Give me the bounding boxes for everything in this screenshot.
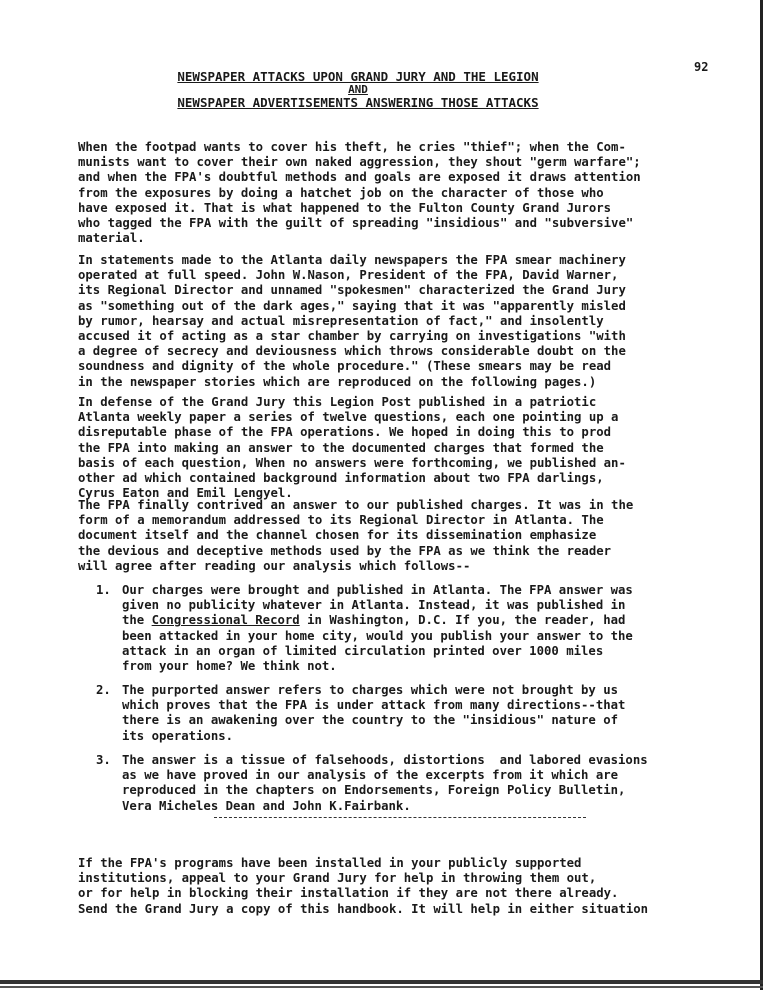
congressional-record-title: Congressional Record [151,613,300,628]
list-item-number: 1. [96,583,111,597]
paragraph-smear-machinery: In statements made to the Atlanta daily newspapers the FPA smear machinery operated at full speed. John W.Nason, President of the FPA, David Warner, its Regional Director and unnamed "spokesmen" characterized the Grand Jury as "something out of the dark ages," saying that it was "apparently misled by rumor, hearsay and actual misrepresentation of fact," and insolently accused it of acting as a star chamber by carrying on investigations "with a degree of secrecy and deviousness which throws considerable doubt on the soundness and dignity of the whole procedure." (These smears may be read in the newspaper stories which are reproduced on the following pages.) [78,253,626,389]
list-item-number: 3. [96,753,111,767]
title-line-1: NEWSPAPER ATTACKS UPON GRAND JURY AND THE LEGION [177,69,539,84]
paragraph-appeal: If the FPA's programs have been installed in your publicly supported institutions, appeal to your Grand Jury for help in throwing them out, or for help in blocking their installation if they are not there already. Send the Grand Jury a copy of this handbook. It will help in either situation [78,856,649,916]
list-item-text: Our charges were brought and published in Atlanta. The FPA answer was given no publicity whatever in Atlanta. Instead, it was published in the Congressional Record in Washington, D.C. If you, the reader, had been attacked in your home city, would you publish your answer to the attack in an organ of limited circulation printed over 1000 miles from your home? We think not. [122,583,633,674]
list-item-number: 2. [96,683,111,697]
paragraph-fpa-answer: The FPA finally contrived an answer to our published charges. It was in the form of a memorandum addressed to its Regional Director in Atlanta. The document itself and the channel chosen for its dissemination emphasize the devious and deceptive methods used by the FPA as we think the reader will agree after reading our analysis which follows-- [78,498,634,573]
paragraph-defense: In defense of the Grand Jury this Legion Post published in a patriotic Atlanta weekly paper a series of twelve questions, each one pointing up a disreputable phase of the FPA operations. We hoped in doing this to prod the FPA into making an answer to the documented charges that formed the basis of each question, When no answers were forthcoming, we published an- other ad which contained background information about two FPA darlings, Cyrus Eaton and Emil Lengyel. [78,395,626,501]
title-line-2: AND [348,83,368,96]
list-item-text: The answer is a tissue of falsehoods, distortions and labored evasions as we have proved in our analysis of the excerpts from it which are reproduced in the chapters on Endorsements, Foreign Policy Bulletin, Vera Micheles Dean and John K.Fairbank. [122,753,648,813]
document-title [158,70,558,109]
bottom-rule-thin [0,986,763,988]
dashed-divider [214,817,586,818]
paragraph-footpad: When the footpad wants to cover his theft, he cries "thief"; when the Com- munists want to cover their own naked aggression, they shout "germ warfare"; and when the FPA's doubtful methods and goals are exposed it draws attention from the exposures by doing a hatchet job on the character of those who have exposed it. That is what happened to the Fulton County Grand Jurors who tagged the FPA with the guilt of spreading "insidious" and "subversive" material. [78,140,641,246]
bottom-rule [0,980,763,984]
title-line-3: NEWSPAPER ADVERTISEMENTS ANSWERING THOSE ATTACKS [177,95,539,110]
page-number: 92 [694,60,709,74]
list-item-text: The purported answer refers to charges which were not brought by us which proves that the FPA is under attack from many directions--that there is an awakening over the country to the "insidious" nature of its operations. [122,683,626,743]
